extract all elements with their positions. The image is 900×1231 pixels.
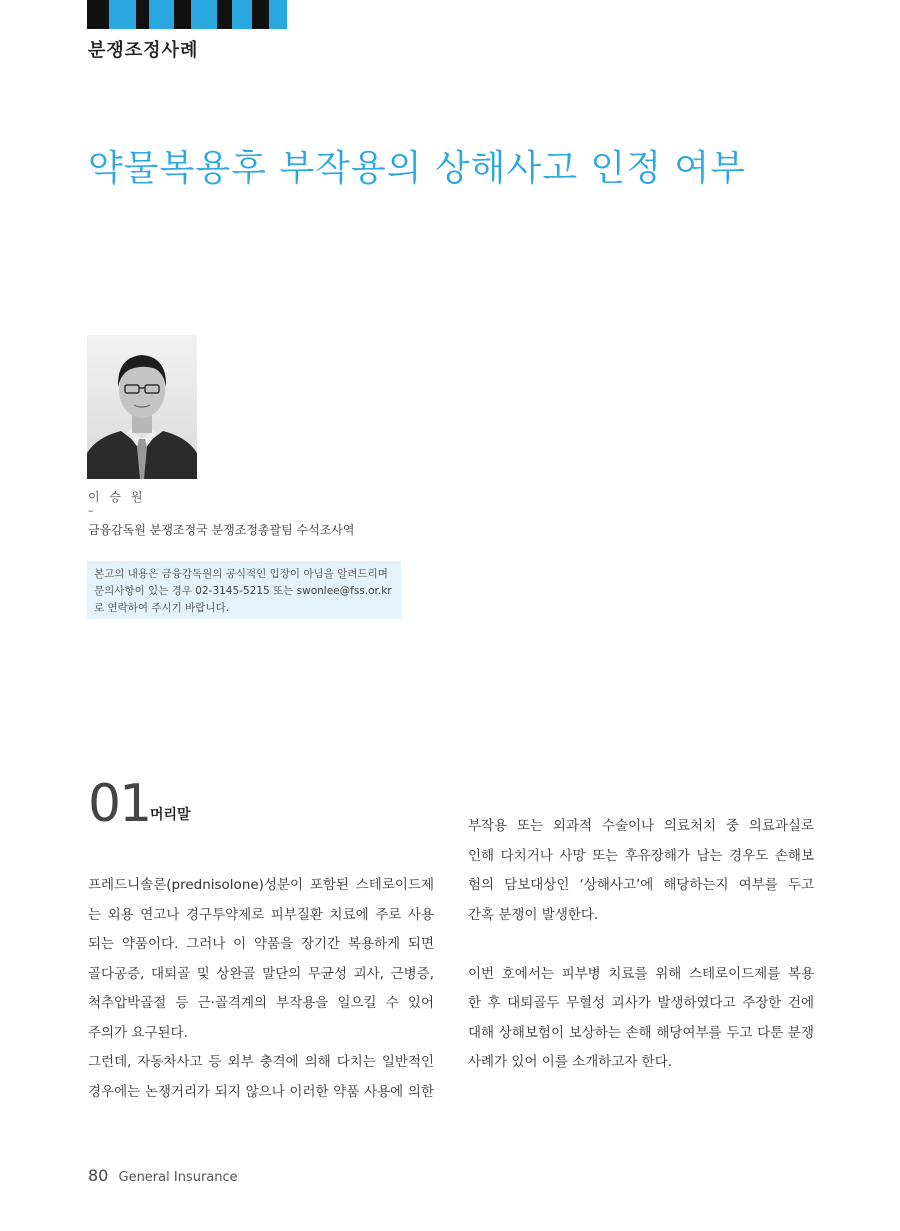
bar-segment: [109, 0, 136, 29]
bar-segment: [232, 0, 252, 29]
author-separator: –: [88, 504, 94, 517]
bar-segment: [136, 0, 149, 29]
paragraph: [88, 1048, 434, 1107]
bar-segment: [217, 0, 232, 29]
text-line: 주의가 요구된다.: [88, 1024, 188, 1041]
notice-line: 문의사항이 있는 경우 02-3145-5215 또는 swonlee@fss.or.kr: [94, 585, 392, 597]
paragraph: [468, 812, 814, 930]
text-line: 이번 호에서는 피부병 치료를 위해 스테로이드제를 복용: [468, 965, 814, 982]
text-line: 인해 다치거나 사망 또는 후유장해가 남는 경우도 손해보: [468, 847, 814, 864]
paragraph: [468, 960, 814, 1078]
body-column-right: [468, 812, 814, 1078]
author-affiliation: 금융감독원 분쟁조정국 분쟁조정총괄팀 수석조사역: [88, 523, 355, 537]
bar-segment: [191, 0, 217, 29]
page-footer: [88, 1166, 238, 1185]
text-line: 험의 담보대상인 ‘상해사고’에 해당하는지 여부를 두고: [468, 877, 814, 893]
bar-segment: [252, 0, 269, 29]
text-line: 사례가 있어 이를 소개하고자 한다.: [468, 1054, 673, 1070]
body-column-left: [88, 871, 434, 1107]
text-line: 되는 약품이다. 그러나 이 약품을 장기간 복용하게 되면: [88, 936, 434, 952]
paragraph: [88, 871, 434, 1048]
author-photo: [87, 335, 197, 479]
notice-line: 본고의 내용은 금융감독원의 공식적인 입장이 아님을 알려드리며: [94, 568, 388, 580]
text-line: 대해 상해보험이 보상하는 손해 해당여부를 두고 다툰 분쟁: [468, 1024, 814, 1041]
section-title: 머리말: [150, 807, 191, 823]
article-title: 약물복용후 부작용의 상해사고 인정 여부: [88, 148, 746, 189]
text-line: 간혹 분쟁이 발생한다.: [468, 906, 599, 923]
paragraph-gap: [468, 930, 814, 960]
header-color-bar: [87, 0, 287, 29]
publication-name: General Insurance: [118, 1170, 238, 1185]
bar-segment: [149, 0, 174, 29]
text-line: 척추압박골절 등 근·골격계의 부작용을 일으킬 수 있어: [88, 995, 434, 1011]
contact-notice-box: [87, 561, 401, 619]
section-label: 분쟁조정사례: [88, 40, 199, 61]
notice-line: 로 연락하여 주시기 바랍니다.: [94, 602, 230, 614]
author-name: 이 승 원: [88, 490, 146, 504]
text-line: 한 후 대퇴골두 무혈성 괴사가 발생하였다고 주장한 건에: [468, 995, 814, 1011]
section-number: 01: [88, 774, 151, 834]
bar-segment: [269, 0, 287, 29]
author-portrait-icon: [87, 335, 197, 479]
text-line: 골다공증, 대퇴골 및 상완골 말단의 무균성 괴사, 근병증,: [88, 965, 434, 982]
text-line: 부작용 또는 외과적 수술이나 의료처치 중 의료과실로: [468, 818, 814, 834]
bar-segment: [87, 0, 109, 29]
text-line: 프레드니솔론(prednisolone)성분이 포함된 스테로이드제: [88, 877, 434, 893]
text-line: 그런데, 자동차사고 등 외부 충격에 의해 다치는 일반적인: [88, 1054, 434, 1070]
page-number: 80: [88, 1166, 109, 1185]
bar-segment: [174, 0, 191, 29]
text-line: 경우에는 논쟁거리가 되지 않으나 이러한 약품 사용에 의한: [88, 1083, 434, 1100]
text-line: 는 외용 연고나 경구투약제로 피부질환 치료에 주로 사용: [88, 906, 434, 923]
